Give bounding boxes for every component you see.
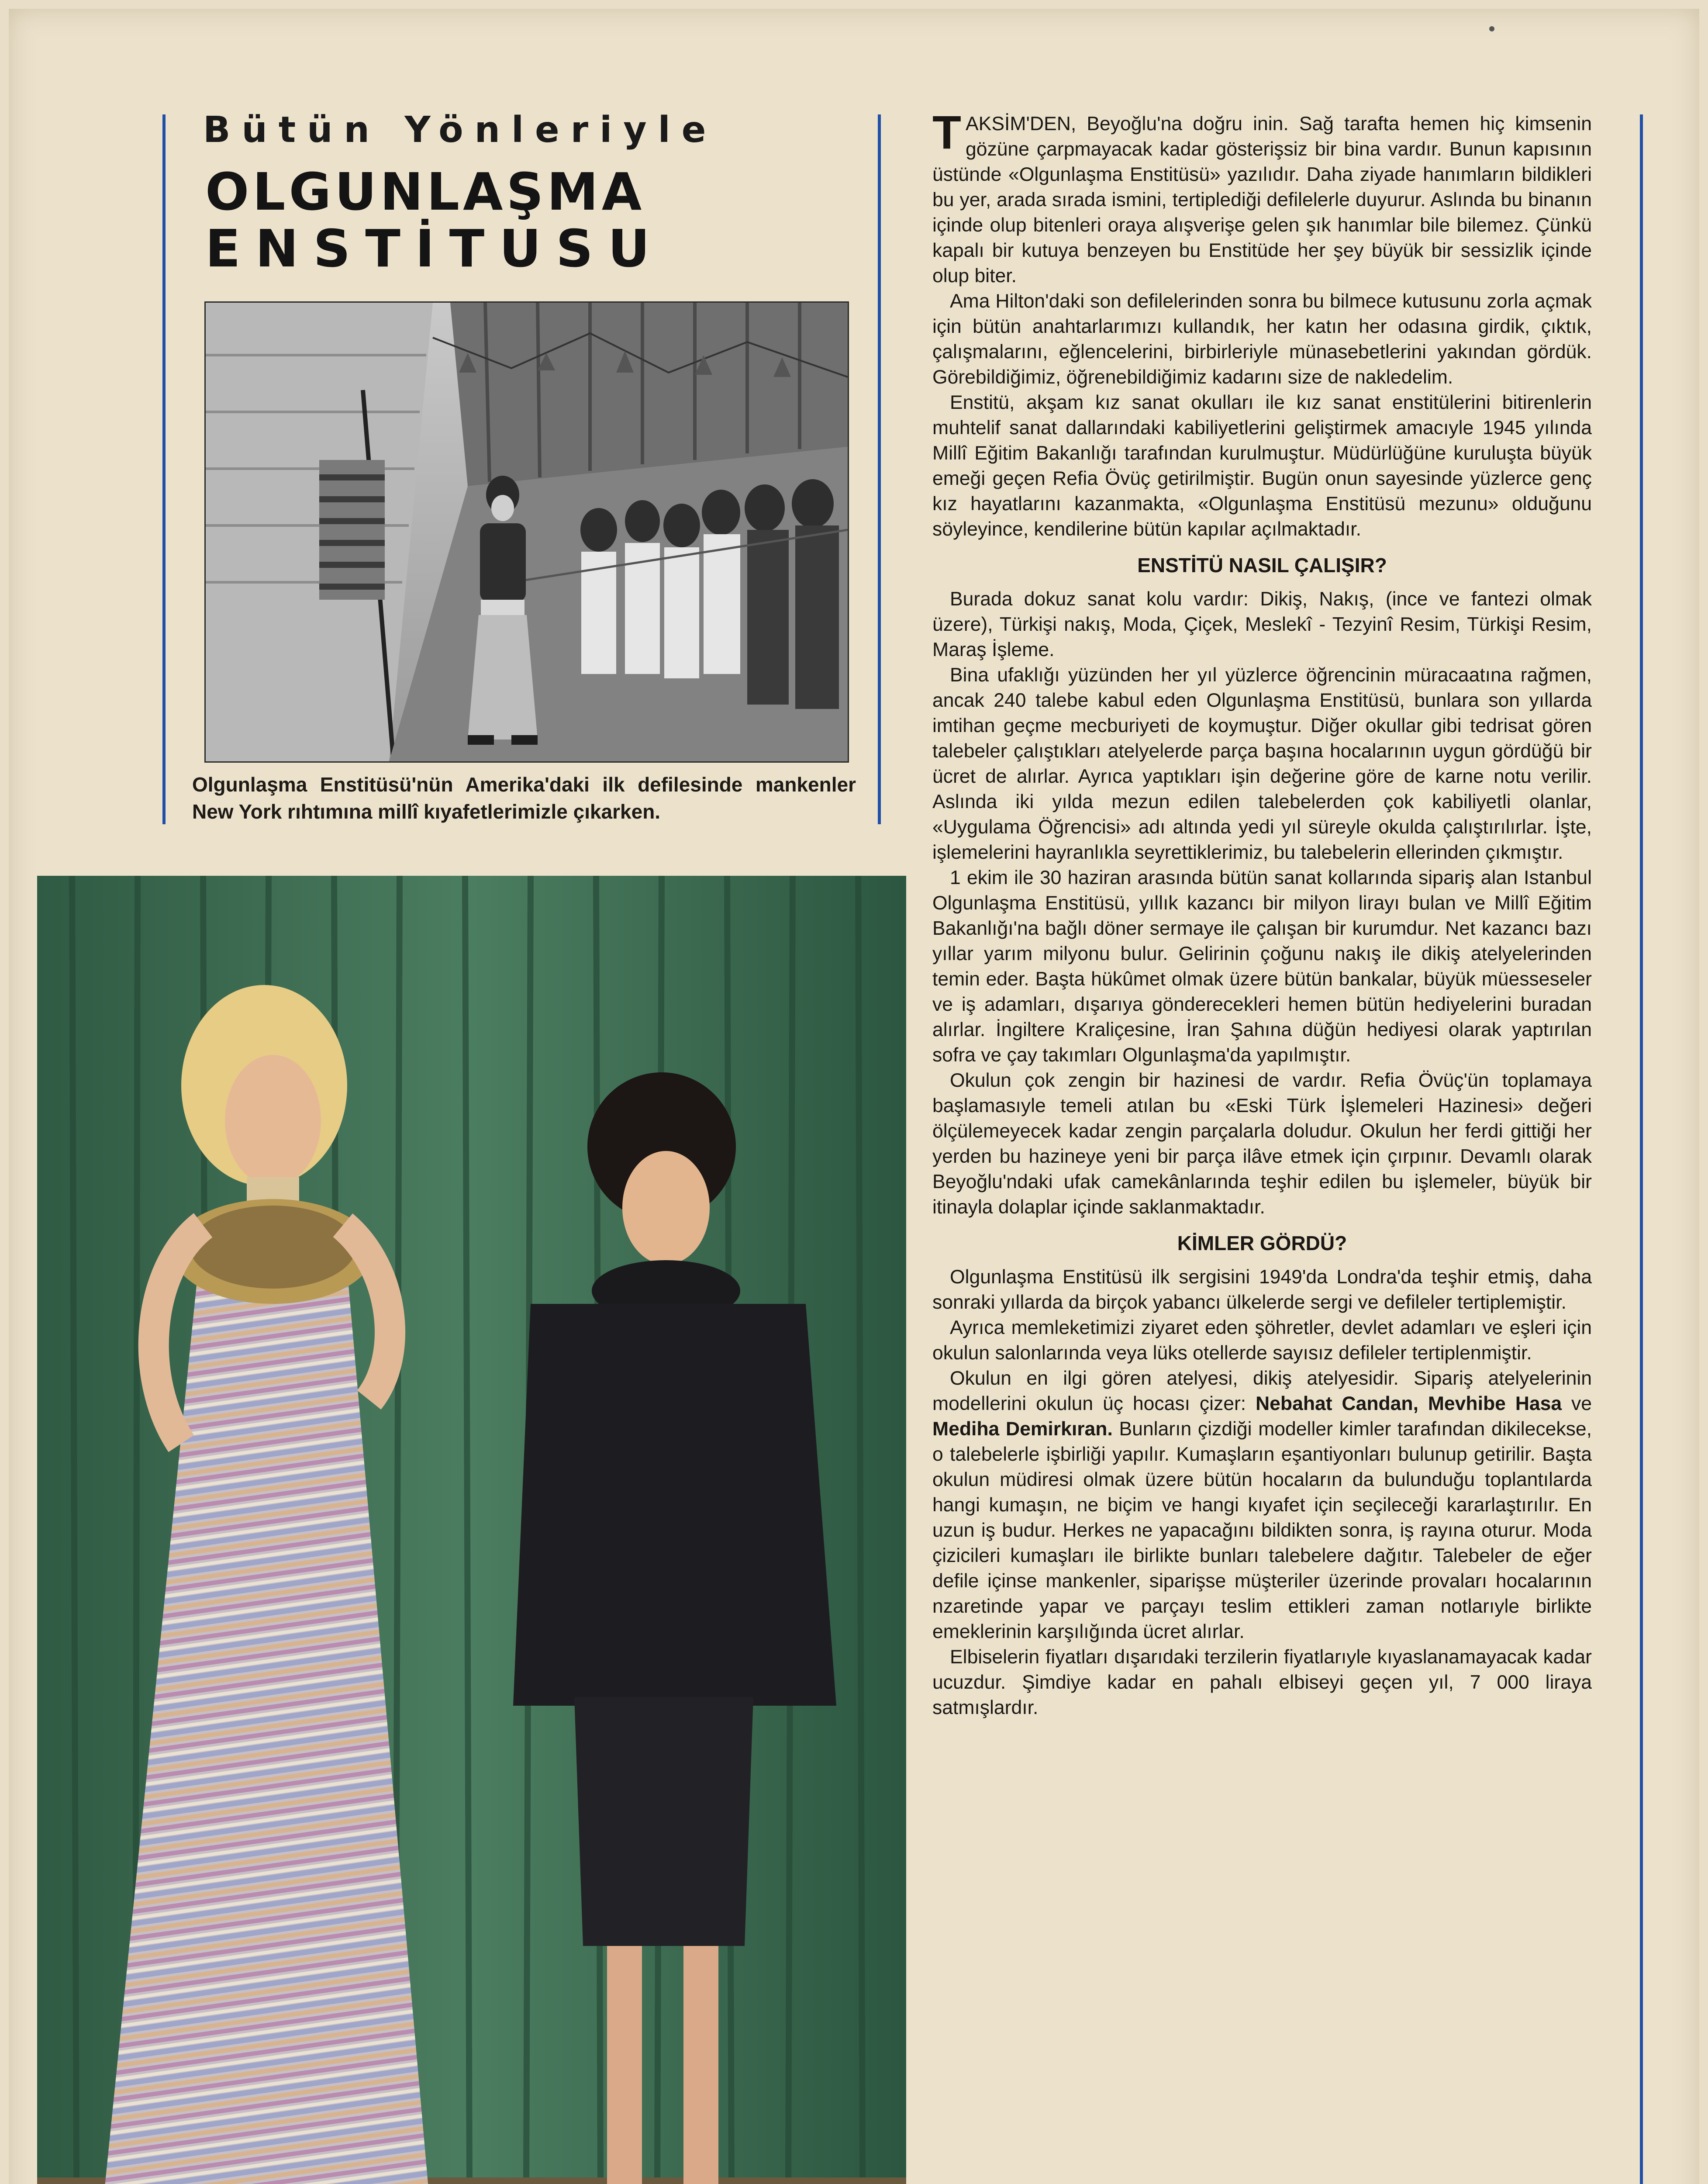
- speck: [1489, 26, 1494, 31]
- pier-photo-caption: Olgunlaşma Enstitüsü'nün Amerika'daki ilk defilesinde mankenler New York rıhtımına millî kıyafetlerimizle çıkarken.: [192, 773, 856, 823]
- left-column-rule: [162, 114, 166, 824]
- center-column-rule: [878, 114, 881, 824]
- new-york-pier-photo: [204, 301, 849, 763]
- paragraph: Ayrıca memleketimizi ziyaret eden şöhretler, devlet adamları ve eşleri için okulun salonlarında veya lüks otellerde sayısız defileler tertiplenmiştir.: [932, 1317, 1592, 1364]
- paragraph: Burada dokuz sanat kolu vardır: Dikiş, Nakış, (ince ve fantezi olmak üzere), Türkişi nakış, Moda, Çiçek, Meslekî - Tezyinî Resim, Türkişi Resim, Maraş İşleme.: [932, 588, 1592, 660]
- paragraph: 1 ekim ile 30 haziran arasında bütün sanat kollarında sipariş alan Istanbul Olgunlaşma Enstitüsü, yıllık kazancı bir milyon lirayı bulan ve Millî Eğitim Bakanlığı'na bağlı döner sermaye ile çalışan bir kurumdur. Net kazancı bazı yıllar yarım milyonu bulur. Gelirinin çoğunu nakış ile dikiş atelyelerinden temin eder. Başta hükûmet olmak üzere bütün bankalar, büyük müesseseler ve iş adamları, dışarıya gönderecekleri hemen bütün hediyelerini buradan alırlar. İngiltere Kraliçesine, İran Şahına düğün hediyesi olarak yaptırılan sofra ve çay takımları Olgunlaşma'da yapılmıştır.: [932, 867, 1592, 1066]
- models-illustration: [37, 876, 906, 2184]
- paragraph: TAKSİM'DEN, Beyoğlu'na doğru inin. Sağ tarafta hemen hiç kimsenin gözüne çarpmayacak kadar gösterişsiz bir bina vardır. Bunun kapısının üstünde «Olgunlaşma Enstitüsü» yazılıdır. Daha ziyade hanımların bildikleri bu yer, arada sırada ismini, tertiplediği defilelerle duyurur. Aslında bu binanın içinde olup bitenleri oraya alışverişe gelen şık hanımlar bile bilemez. Çünkü kapalı bir kutuya benzeyen bu Enstitüde her şey büyük bir sessizlik içinde olup biter.: [932, 106, 1592, 287]
- paragraph: Olgunlaşma Enstitüsü ilk sergisini 1949'da Londra'da teşhir etmiş, daha sonraki yıllarda da birçok yabancı ülkelerde sergi ve defileler tertiplemiştir.: [932, 1266, 1592, 1313]
- article-body: [932, 106, 1592, 1721]
- paragraph: Okulun çok zengin bir hazinesi de vardır. Refia Övüç'ün toplamaya başlamasıyle temeli atılan bu «Eski Türk İşlemeleri Hazinesi» değeri ölçülemeyecek kadar zengin parçalarla doludur. Okulun her ferdi gittiği her yerden bu hazineye yeni bir parça ilâve etmek için çırpınır. Devamlı olarak Beyoğlu'ndaki ufak camekânlarında teşhir edilen bu işlemeler, büyük bir itinayla dolaplar içinde saklanmaktadır.: [932, 1070, 1592, 1218]
- paragraph: Ama Hilton'daki son defilelerinden sonra bu bilmece kutusunu zorla açmak için bütün anahtarlarımızı kullandık, her katın her odasına girdik, çıktık, çalışmalarını, eğlencelerini, birbirleriyle münasebetlerini yakından gördük. Görebildiğimiz, öğrenebildiğimiz kadarını size de nakledelim.: [932, 290, 1592, 388]
- designer-name: Mediha Demirkıran.: [932, 1418, 1113, 1440]
- text-run: ve: [1562, 1393, 1592, 1414]
- article-title-line2: ENSTİTUSU: [205, 218, 665, 279]
- article-kicker: Bütün Yönleriyle: [203, 109, 718, 151]
- section-heading: KİMLER GÖRDÜ?: [1177, 1232, 1347, 1254]
- text-run: Okulun en ilgi gören atelyesi, dikiş atelyesidir. Sipariş atelyelerinin modellerini okulun üç hocası çizer:: [932, 1368, 1592, 1414]
- pier-illustration: [206, 303, 848, 761]
- paragraph: Bina ufaklığı yüzünden her yıl yüzlerce öğrencinin müracaatına rağmen, ancak 240 talebe kabul eden Olgunlaşma Enstitüsü, bunlara son yıllarda imtihan geçme mecburiyeti de koymuştur. Diğer okullar gibi tedrisat gören talebeler çalıştıkları atelyelerde parça başına hocalarının uygun gördüğü bir ücret de alırlar. Ayrıca yaptıkları işin değerine göre de karne notu verilir. Aslında iki yılda mezun edilen talebelerden çok kabiliyetli olanlar, «Uygulama Öğrencisi» adı altında yedi yıl süreyle okulda çalıştırılırlar. İşte, işlemelerini hayranlıkla seyrettiklerimiz, bu talebelerin ellerinden çıkmıştır.: [932, 664, 1592, 863]
- text-run: Bunların çizdiği modeller kimler tarafından dikilecekse, o talebelerle işbirliği yapılır. Kumaşların eşantiyonları bulunup getirilir. Başta okulun müdiresi olmak üzere bütün hocaların da bulunduğu toplantılarda hangi kumaşın, ne biçim ve hangi kıyafet için seçileceği kararlaştırılır. En uzun iş budur. Herkes ne yapacağını bildikten sonra, iş rayına oturur. Moda çizicileri kumaşları ile birlikte bunları talebelere dağıtır. Talebeler de eğer defile içinse mankenler, siparişse müşteriler üzerinde provaları hocalarının nzaretinde yapar ve parçayı teslim ettikleri zaman notlarıyle birlikte emeklerinin karşılığında ücret alırlar.: [932, 1418, 1592, 1642]
- paragraph: Enstitü, akşam kız sanat okulları ile kız sanat enstitülerini bitirenlerin muhtelif sanat dallarındaki kabiliyetlerini geliştirmek amacıyle 1945 yılında Millî Eğitim Bakanlığı tarafından kurulmuştur. Müdürlüğüne kuruluşta büyük emeği geçen Refia Övüç getirilmiştir. Bugün onun sayesinde yüzlerce genç kız hayatlarını kazanmakta, «Olgunlaşma Enstitüsü mezunu» olduğunu söyleyince, kendilerine bütün kapılar açılmaktadır.: [932, 392, 1592, 540]
- section-heading: ENSTİTÜ NASIL ÇALIŞIR?: [1137, 554, 1387, 577]
- article-title-line1: OLGUNLAŞMA: [205, 162, 645, 222]
- right-column-rule: [1640, 114, 1643, 2184]
- fashion-models-photo: [37, 876, 906, 2184]
- designer-names: Nebahat Candan, Mevhibe Hasa: [1256, 1393, 1562, 1414]
- paragraph: [932, 1366, 1592, 1645]
- paragraph: Elbiselerin fiyatları dışarıdaki terzilerin fiyatlarıyle kıyaslanamayacak kadar ucuzdur. Şimdiye kadar en pahalı elbiseyi geçen yıl, 7 000 liraya satmışlardır.: [932, 1646, 1592, 1718]
